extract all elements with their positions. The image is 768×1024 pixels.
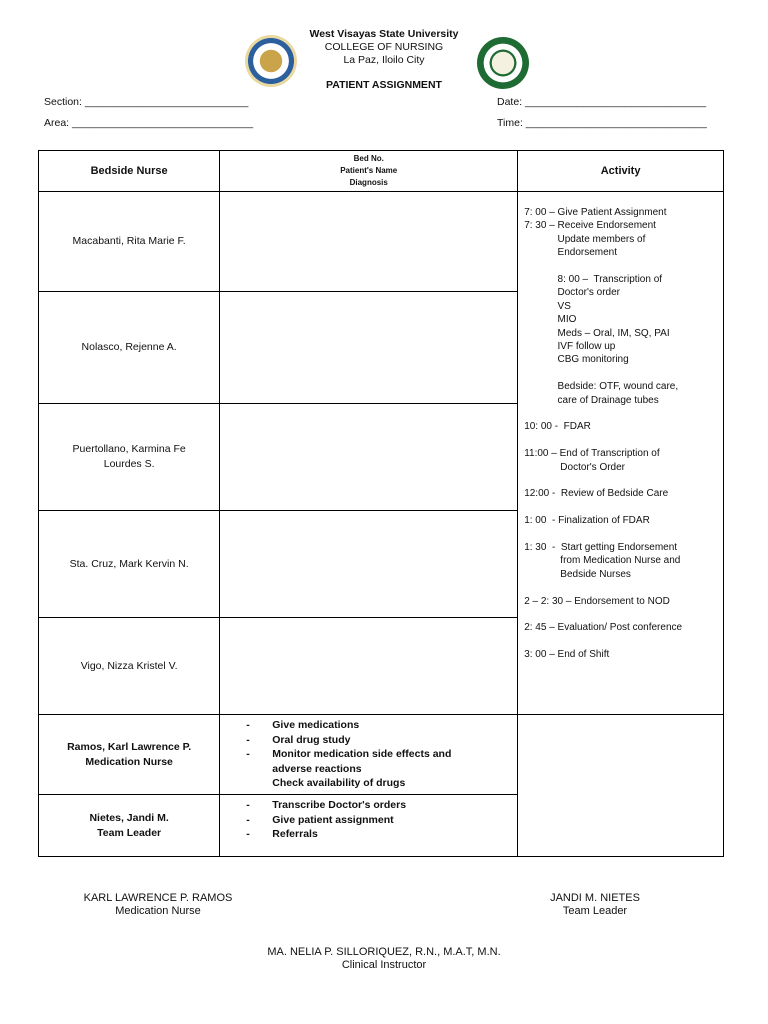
activity-item [524, 501, 717, 514]
activity-item [524, 474, 717, 487]
college-name: COLLEGE OF NURSING [324, 41, 444, 53]
signature-medication-nurse [68, 892, 248, 918]
medication-nurse-duties [220, 715, 518, 795]
activity-item: care of Drainage tubes [524, 394, 659, 406]
activity-item: Doctor's order [524, 287, 621, 299]
activity-item [524, 581, 717, 594]
table-row [39, 192, 724, 292]
medication-nurse-row [39, 715, 724, 795]
table-header-row [39, 151, 724, 192]
assignment-table [38, 150, 724, 857]
duty-item: Check availability of drugs [272, 777, 406, 789]
bed-cell [220, 292, 518, 404]
duty-item: - Referrals [246, 827, 517, 842]
signature-role: Team Leader [562, 905, 628, 917]
activity-item [524, 528, 717, 541]
activity-item: 12:00 - Review of Bedside Care [524, 488, 669, 500]
activity-item: MIO [524, 314, 577, 326]
signature-role: Clinical Instructor [341, 959, 427, 971]
activity-item: 7: 00 – Give Patient Assignment [524, 207, 667, 218]
signature-clinical-instructor [220, 946, 548, 972]
university-name: West Visayas State University [309, 28, 459, 40]
bed-cell [220, 404, 518, 511]
team-leader-duties [220, 795, 518, 857]
col-patient-name: Patient's Name [340, 166, 398, 175]
signature-role: Medication Nurse [115, 905, 201, 917]
col-bed-no: Bed No. [353, 154, 384, 163]
activity-item: 8: 00 – Transcription of [524, 274, 663, 286]
activity-item [524, 260, 717, 273]
col-bedside-nurse: Bedside Nurse [39, 151, 220, 192]
team-leader-cell [39, 795, 220, 857]
activity-item [524, 367, 717, 380]
activity-item: 1: 30 - Start getting Endorsement [524, 542, 678, 554]
activity-item: Bedside Nurses [524, 568, 631, 580]
duty-item: - Monitor medication side effects and [246, 747, 517, 762]
activity-item: IVF follow up [524, 341, 616, 353]
activity-item: VS [524, 300, 571, 312]
nurse-name [39, 404, 220, 511]
activity-item: Doctor's Order [524, 461, 626, 473]
medication-nurse-role: Medication Nurse [85, 755, 173, 768]
bed-cell [220, 618, 518, 715]
signature-name: JANDI M. NIETES [550, 892, 640, 904]
activity-item: 2 – 2: 30 – Endorsement to NOD [524, 595, 670, 607]
signature-name: MA. NELIA P. SILLORIQUEZ, R.N., M.A.T, M.N. [267, 946, 501, 958]
activity-schedule [518, 192, 724, 715]
activity-item: 2: 45 – Evaluation/ Post conference [524, 622, 683, 634]
duty-item: - Oral drug study [246, 733, 517, 748]
duty-item-continued: adverse reactions [272, 762, 362, 775]
duty-item: - Transcribe Doctor's orders [246, 798, 517, 813]
document-header [0, 28, 768, 92]
col-activity: Activity [518, 151, 724, 192]
activity-item: Update members of [524, 233, 646, 245]
activity-item: 10: 00 - FDAR [524, 421, 591, 433]
nurse-name: Nolasco, Rejenne A. [39, 292, 220, 404]
activity-item: 11:00 – End of Transcription of [524, 448, 660, 460]
duty-item: - Give patient assignment [246, 813, 517, 828]
medication-nurse-cell [39, 715, 220, 795]
activity-item [524, 407, 717, 420]
activity-item [524, 608, 717, 621]
activity-item: CBG monitoring [524, 354, 629, 366]
bed-cell [220, 511, 518, 618]
area-field: Area: _______________________________ [44, 117, 254, 129]
signature-team-leader [520, 892, 670, 918]
activity-item: 3: 00 – End of Shift [524, 649, 610, 661]
activity-item: Endorsement [524, 247, 618, 259]
activity-item: Bedside: OTF, wound care, [524, 381, 679, 393]
team-leader-name: Nietes, Jandi M. [89, 811, 169, 824]
activity-item [524, 635, 717, 648]
activity-item [524, 434, 717, 447]
nurse-name: Macabanti, Rita Marie F. [39, 192, 220, 292]
nurse-name: Sta. Cruz, Mark Kervin N. [39, 511, 220, 618]
location: La Paz, Iloilo City [343, 54, 425, 66]
nurse-name: Vigo, Nizza Kristel V. [39, 618, 220, 715]
section-field: Section: ____________________________ [44, 96, 249, 108]
activity-item: Meds – Oral, IM, SQ, PAI [524, 327, 670, 339]
team-leader-role: Team Leader [97, 826, 162, 839]
col-bed-patient-diagnosis [220, 151, 518, 192]
date-field: Date: _______________________________ [497, 96, 707, 108]
signature-name: KARL LAWRENCE P. RAMOS [83, 892, 233, 904]
nurse-name-line1: Puertollano, Karmina Fe [72, 443, 186, 455]
form-title: PATIENT ASSIGNMENT [326, 79, 442, 91]
empty-activity-cell [518, 715, 724, 857]
time-field: Time: _______________________________ [497, 117, 707, 129]
activity-item: 1: 00 - Finalization of FDAR [524, 515, 650, 527]
duty-item: - Give medications [246, 718, 517, 733]
medication-nurse-name: Ramos, Karl Lawrence P. [67, 740, 192, 753]
nurse-name-line2: Lourdes S. [103, 458, 155, 470]
activity-item: 7: 30 – Receive Endorsement [524, 220, 656, 232]
col-diagnosis: Diagnosis [349, 178, 388, 187]
bed-cell [220, 192, 518, 292]
activity-item: from Medication Nurse and [524, 555, 681, 567]
